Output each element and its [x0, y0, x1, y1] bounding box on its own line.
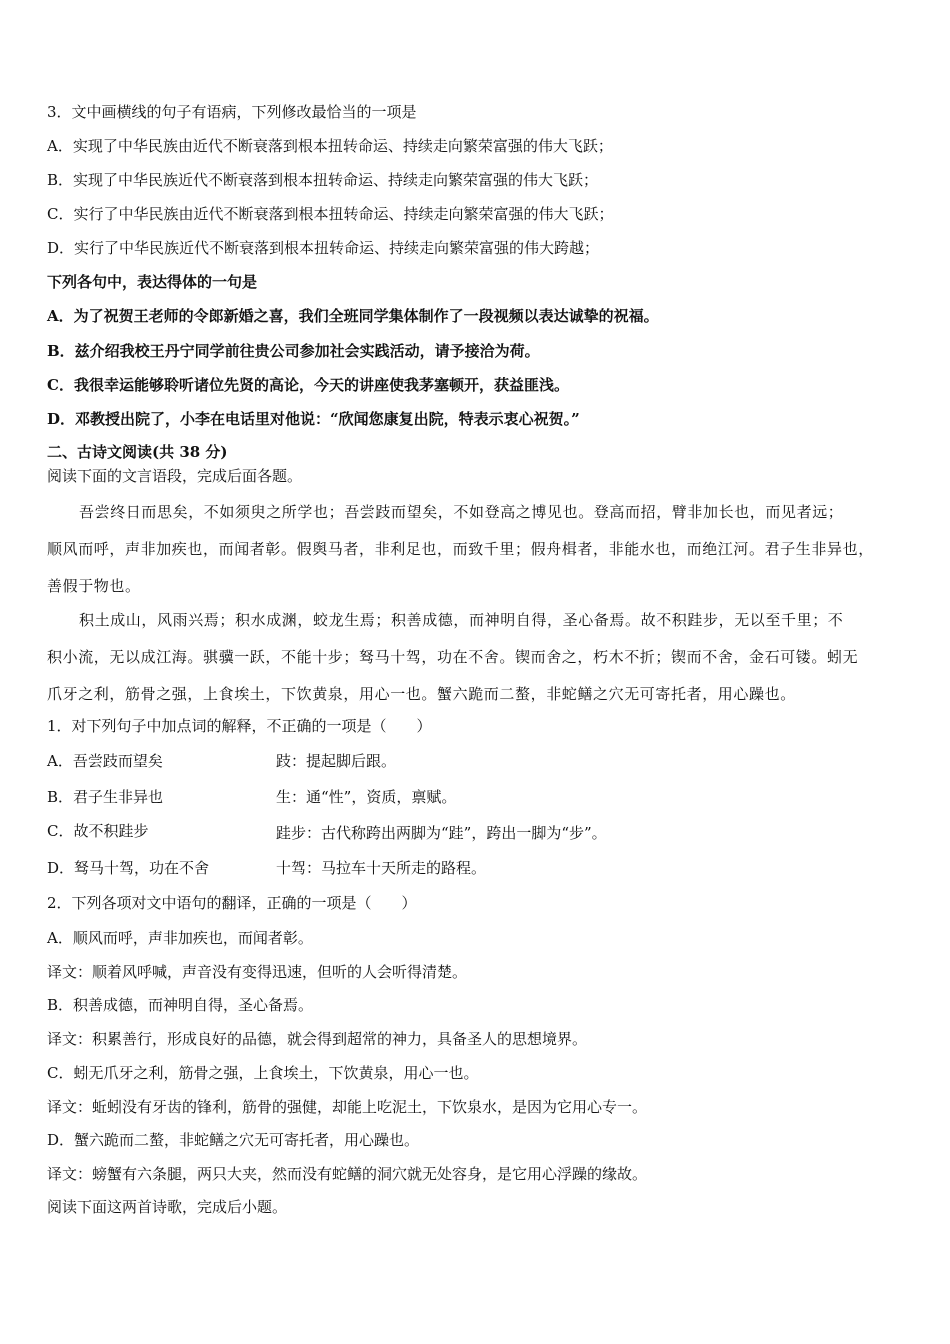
classical-paragraph-2-line-1: 积土成山，风雨兴焉；积水成渊，蛟龙生焉；积善成德，而神明自得，圣心备焉。故不积跬步，无以至千里；不	[79, 611, 844, 629]
question-2-option-c-translation: 译文：蚯蚓没有牙齿的锋利，筋骨的强健，却能上吃泥土，下饮泉水，是因为它用心专一。	[47, 1098, 648, 1116]
question-2-option-c: C．蚓无爪牙之利，筋骨之强，上食埃土，下饮黄泉，用心一也。	[47, 1064, 479, 1082]
question-2-stem: 2．下列各项对文中语句的翻译，正确的一项是（ ）	[47, 894, 417, 912]
question-1-option-a-sentence: A．吾尝跂而望矣	[47, 752, 163, 770]
section-2-title: 二、古诗文阅读(共 38 分)	[47, 443, 228, 461]
question-3-option-c: C．实行了中华民族由近代不断衰落到根本扭转命运、持续走向繁荣富强的伟大飞跃；	[47, 205, 614, 223]
question-4-stem: 下列各句中，表达得体的一句是	[47, 273, 258, 291]
question-3-option-d: D．实行了中华民族近代不断衰落到根本扭转命运、持续走向繁荣富强的伟大跨越；	[47, 239, 600, 257]
classical-paragraph-1-line-2: 顺风而呼，声非加疾也，而闻者彰。假舆马者，非利足也，而致千里；假舟楫者，非能水也，而绝江河。君子生非异也，	[47, 540, 874, 558]
question-2-option-d-translation: 译文：螃蟹有六条腿，两只大夹，然而没有蛇鳝的洞穴就无处容身，是它用心浮躁的缘故。	[47, 1165, 648, 1183]
question-2-option-a-translation: 译文：顺着风呼喊，声音没有变得迅速，但听的人会听得清楚。	[47, 963, 468, 981]
classical-paragraph-1-line-1: 吾尝终日而思矣，不如须臾之所学也；吾尝跂而望矣，不如登高之博见也。登高而招，臂非加长也，而见者远；	[79, 503, 844, 521]
question-1-option-c-sentence: C．故不积跬步	[47, 822, 149, 840]
classical-paragraph-1-line-3: 善假于物也。	[47, 577, 141, 595]
question-1-option-b-explanation: 生：通“性”，资质，禀赋。	[276, 788, 457, 806]
question-4-option-b: B．兹介绍我校王丹宁同学前往贵公司参加社会实践活动，请予接洽为荷。	[47, 342, 540, 360]
question-2-option-d: D．蟹六跪而二螯，非蛇鳝之穴无可寄托者，用心躁也。	[47, 1131, 420, 1149]
section-2-intro: 阅读下面的文言语段，完成后面各题。	[47, 467, 303, 485]
question-4-option-d: D．邓教授出院了，小李在电话里对他说：“欣闻您康复出院，特表示衷心祝贺。”	[47, 410, 580, 428]
question-1-option-d-sentence: D．驽马十驾，功在不舍	[47, 859, 210, 877]
question-1-option-c-explanation: 跬步：古代称跨出两脚为“跬”，跨出一脚为“步”。	[276, 824, 607, 842]
question-4-option-a: A．为了祝贺王老师的令郎新婚之喜，我们全班同学集体制作了一段视频以表达诚挚的祝福。	[47, 307, 659, 325]
question-1-option-a-explanation: 跂：提起脚后跟。	[276, 752, 397, 770]
question-3-option-a: A．实现了中华民族由近代不断衰落到根本扭转命运、持续走向繁荣富强的伟大飞跃；	[47, 137, 613, 155]
question-3-stem: 3．文中画横线的句子有语病，下列修改最恰当的一项是	[47, 103, 417, 121]
question-2-option-b: B．积善成德，而神明自得，圣心备焉。	[47, 996, 314, 1014]
question-4-option-c: C．我很幸运能够聆听诸位先贤的高论，今天的讲座使我茅塞顿开，获益匪浅。	[47, 376, 569, 394]
question-3-option-b: B．实现了中华民族近代不断衰落到根本扭转命运、持续走向繁荣富强的伟大飞跃；	[47, 171, 599, 189]
poetry-intro: 阅读下面这两首诗歌，完成后小题。	[47, 1198, 288, 1216]
question-2-option-b-translation: 译文：积累善行，形成良好的品德，就会得到超常的神力，具备圣人的思想境界。	[47, 1030, 588, 1048]
question-1-option-d-explanation: 十驾：马拉车十天所走的路程。	[276, 859, 487, 877]
question-1-stem: 1．对下列句子中加点词的解释，不正确的一项是（ ）	[47, 717, 432, 735]
question-1-option-b-sentence: B．君子生非异也	[47, 788, 164, 806]
classical-paragraph-2-line-3: 爪牙之利，筋骨之强，上食埃土，下饮黄泉，用心一也。蟹六跪而二螯，非蛇鳝之穴无可寄托者，用心躁也。	[47, 685, 796, 703]
question-2-option-a: A．顺风而呼，声非加疾也，而闻者彰。	[47, 929, 313, 947]
classical-paragraph-2-line-2: 积小流，无以成江海。骐骥一跃，不能十步；驽马十驾，功在不舍。锲而舍之，朽木不折；锲而不舍，金石可镂。蚓无	[47, 648, 859, 666]
